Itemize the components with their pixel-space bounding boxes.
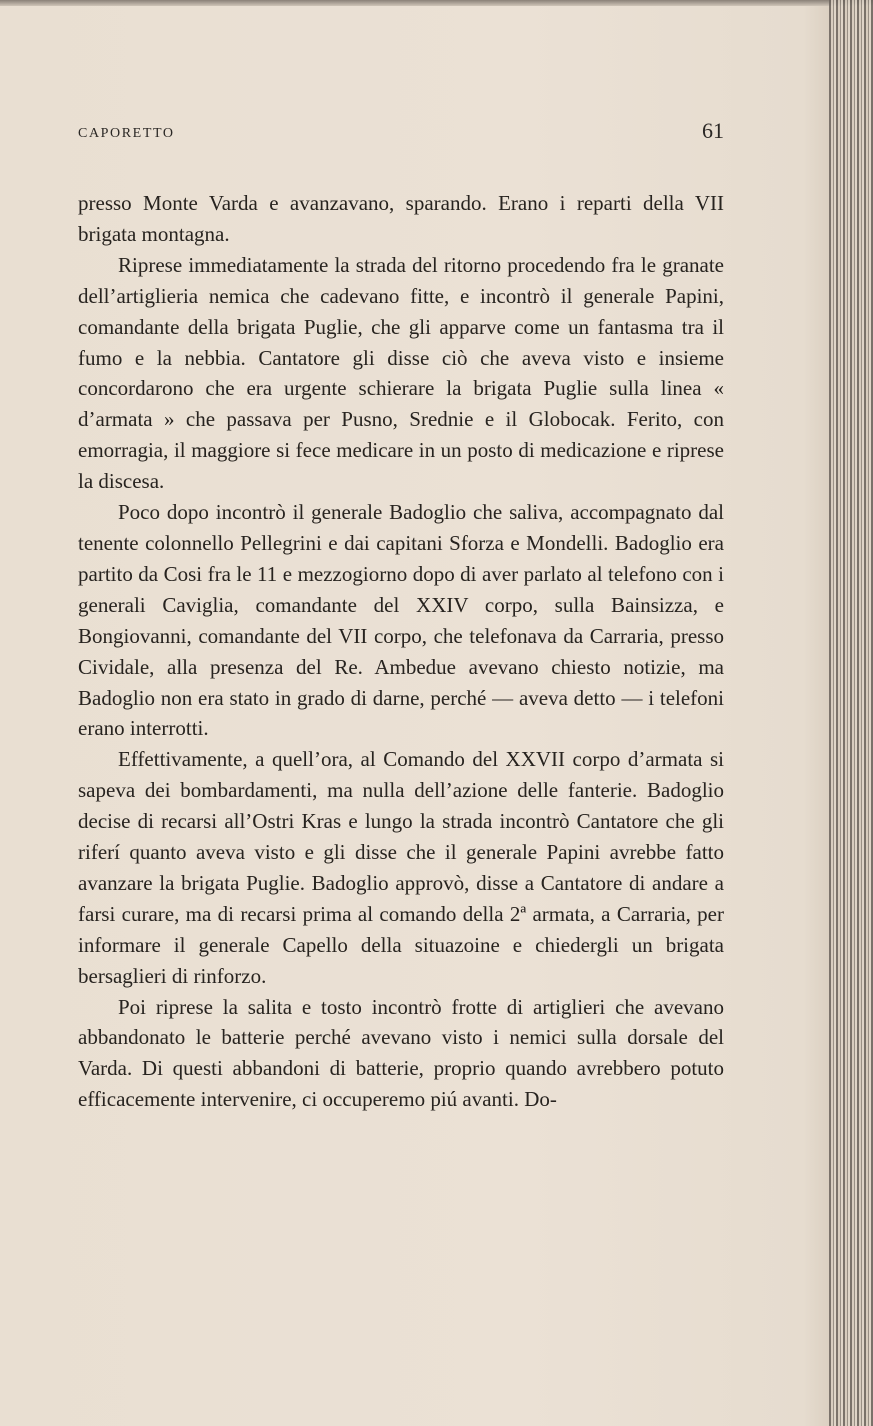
page-top-edge (0, 0, 873, 6)
book-spine-edge (829, 0, 873, 1426)
paragraph-continuation: presso Monte Varda e avanzavano, sparando. Erano i reparti della VII brigata montagna. (78, 191, 724, 246)
paragraph: Poco dopo incontrò il generale Badoglio che saliva, accompagnato dal tenente colonnello Pellegrini e dai capitani Sforza e Mondelli. Badoglio era partito da Cosi fra le 11 e mezzogiorno dopo di aver parlato al telefono con i generali Caviglia, comandante del XXIV corpo, sulla Bainsizza, e Bongiovanni, comandante del VII corpo, che telefonava da Carraria, presso Cividale, alla presenza del Re. Ambedue avevano chiesto notizie, ma Badoglio non era stato in grado di darne, perché — aveva detto — i telefoni erano interrotti. (78, 500, 724, 741)
paragraph: Effettivamente, a quell’ora, al Comando del XXVII corpo d’armata si sapeva dei bombardamenti, ma nulla dell’azione delle fanterie. Badoglio decise di recarsi all’Ostri Kras e lungo la strada incontrò Cantatore che gli riferí quanto aveva visto e gli disse che il generale Papini avrebbe fatto avanzare la brigata Puglie. Badoglio approvò, disse a Cantatore di andare a farsi curare, ma di recarsi prima al comando della 2ª armata, a Carraria, per informare il generale Capello della situazoine e chiedergli un brigata bersaglieri di rinforzo. (78, 747, 724, 988)
paragraph: Riprese immediatamente la strada del ritorno procedendo fra le granate dell’artiglieria nemica che cadevano fitte, e incontrò il generale Papini, comandante della brigata Puglie, che gli apparve come un fantasma tra il fumo e la nebbia. Cantatore gli disse ciò che aveva visto e insieme concordarono che era urgente schierare la brigata Puglie sulla linea « d’armata » che passava per Pusno, Srednie e il Globocak. Ferito, con emorragia, il maggiore si fece medicare in un posto di medicazione e riprese la discesa. (78, 252, 724, 494)
page-number: 61 (702, 118, 724, 143)
running-head (78, 118, 724, 148)
paragraph: Poi riprese la salita e tosto incontrò frotte di artiglieri che avevano abbandonato le batterie perché avevano visto i nemici sulla dorsale del Varda. Di questi abbandoni di batterie, proprio quando avrebbero potuto efficacemente intervenire, ci occuperemo piú avanti. Do- (78, 994, 724, 1112)
running-title: CAPORETTO (78, 126, 175, 141)
body-text (78, 188, 724, 1115)
